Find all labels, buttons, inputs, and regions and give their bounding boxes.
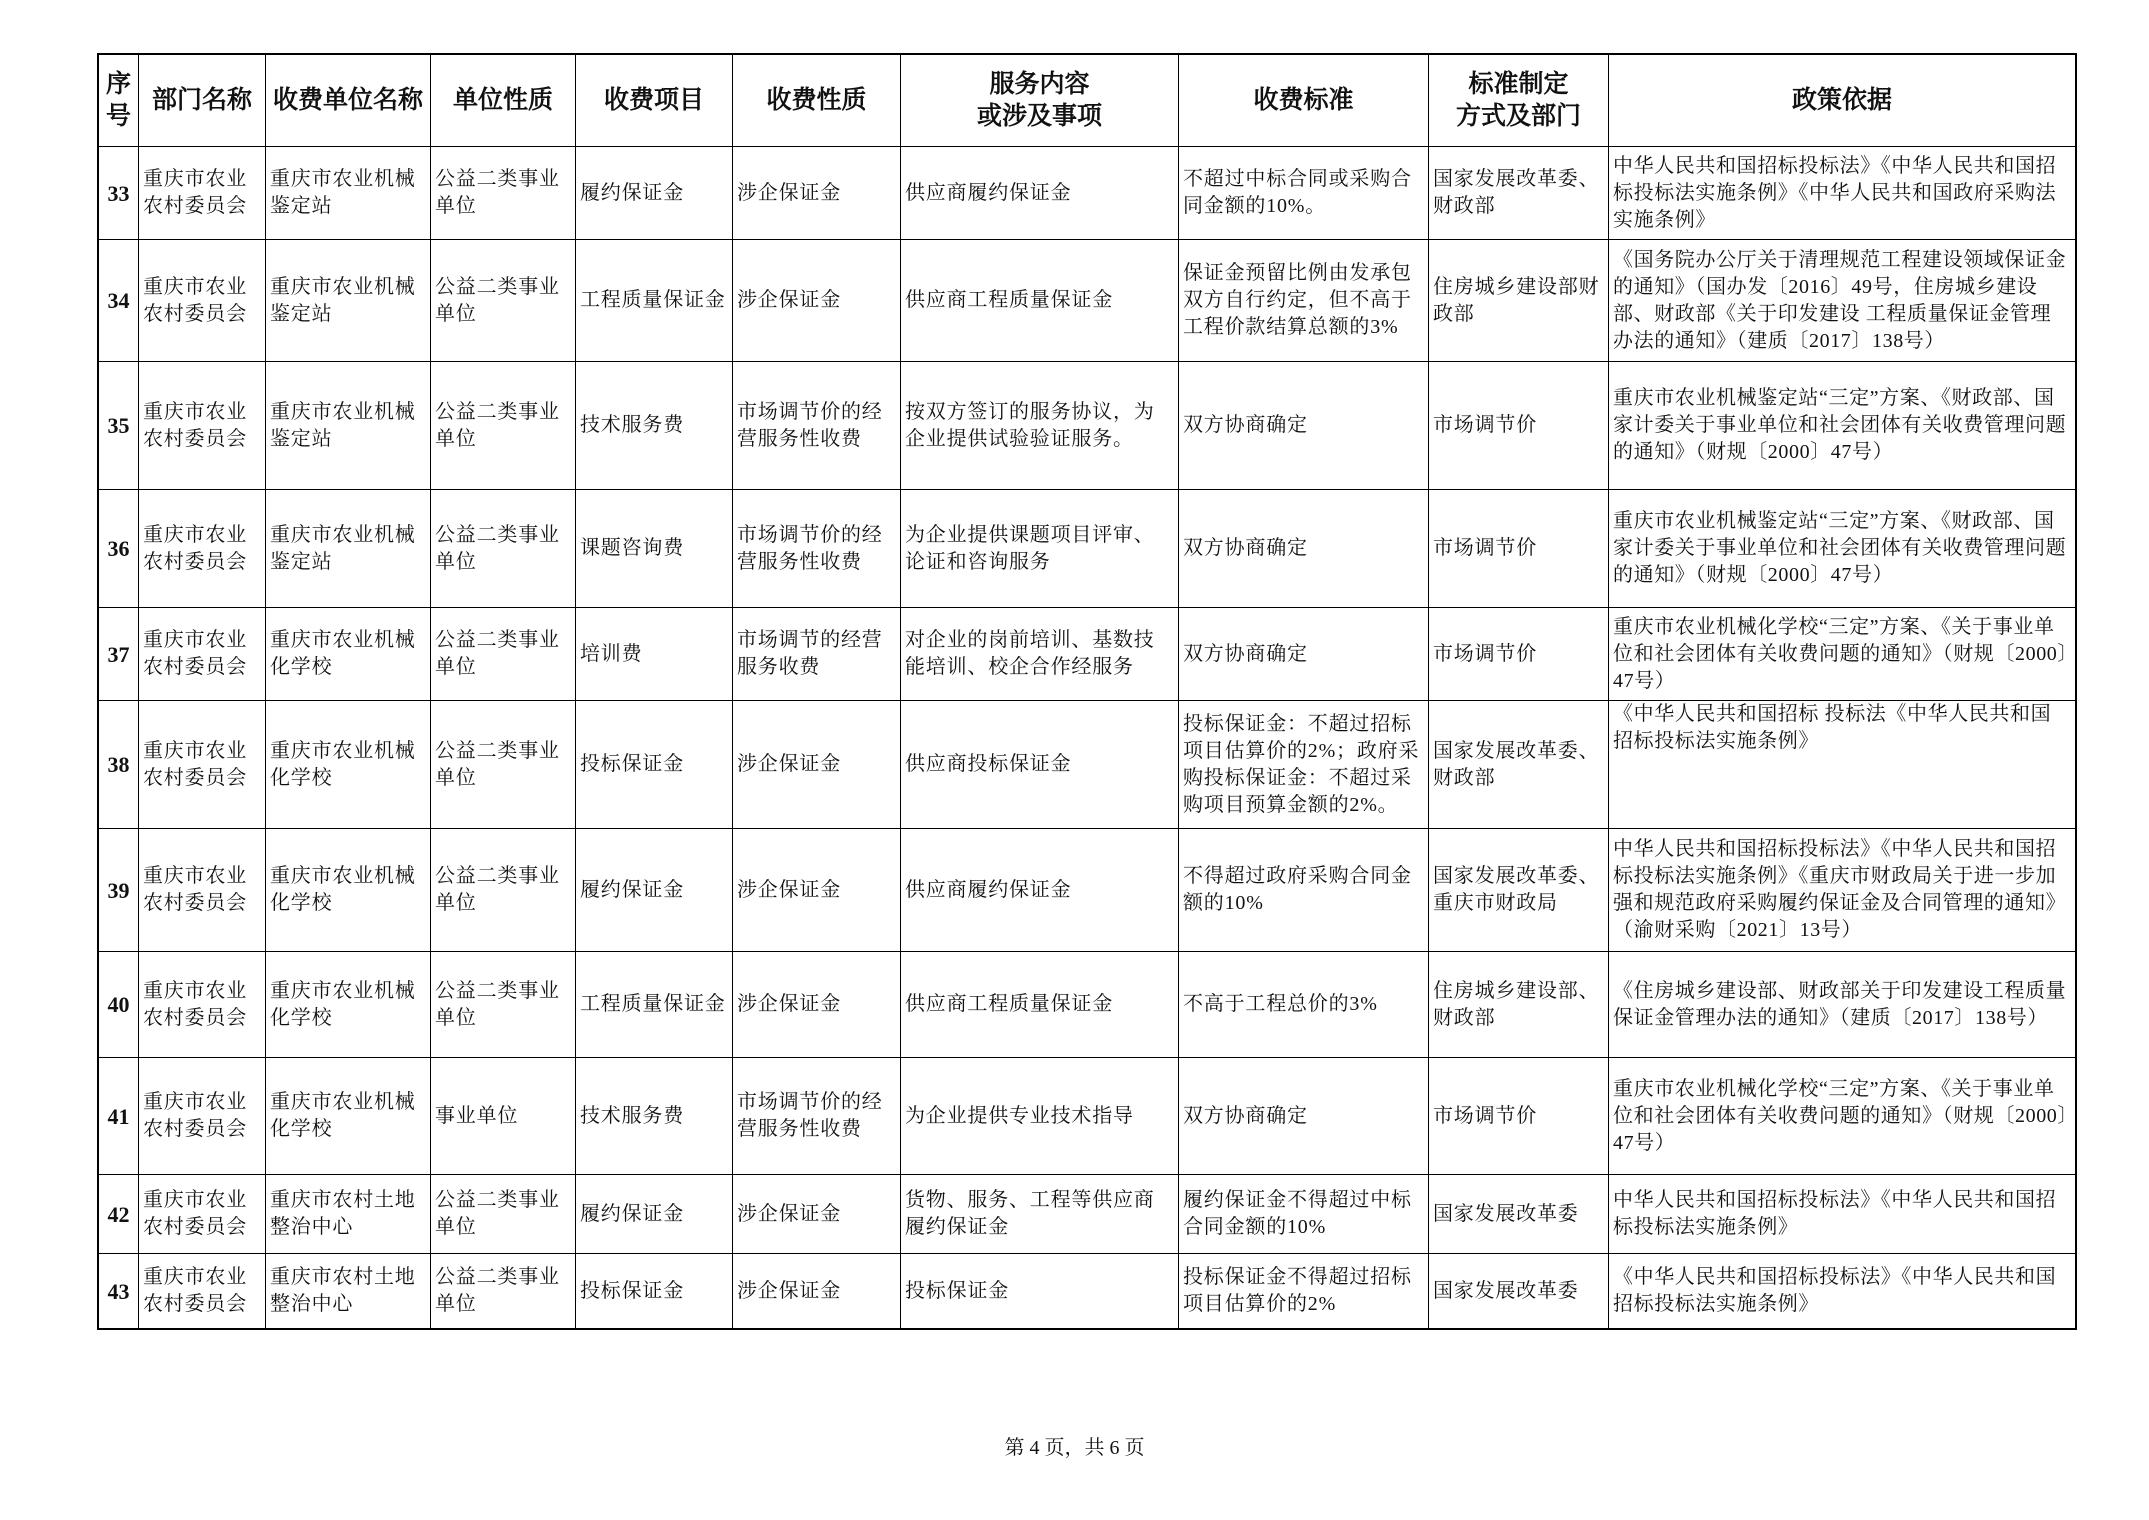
service-content-cell [901, 1175, 1179, 1254]
standard-maker-cell [1429, 362, 1609, 490]
policy-basis-cell [1609, 1254, 2075, 1328]
column-header-label: 服务内容 或涉及事项 [976, 70, 1102, 130]
column-header-fee-nature [733, 55, 901, 147]
fee-nature-cell [733, 829, 901, 952]
unit-nature-cell [431, 362, 576, 490]
department-name: 重庆市农业农村委员会 [143, 400, 247, 450]
row-number-cell [99, 1175, 139, 1254]
service-content: 货物、服务、工程等供应商履约保证金 [905, 1189, 1155, 1238]
fee-table [97, 53, 2077, 1330]
service-content: 供应商工程质量保证金 [905, 993, 1113, 1015]
department-name: 重庆市农业农村委员会 [143, 275, 247, 325]
fee-nature-cell [733, 952, 901, 1058]
service-content-cell [901, 1058, 1179, 1175]
policy-basis: 中华人民共和国招标投标法》《中华人民共和国招标投标法实施条例》《中华人民共和国政府采购法实施条例》 [1613, 154, 2057, 231]
department-name-cell [139, 701, 266, 829]
department-name: 重庆市农业农村委员会 [143, 523, 247, 573]
row-number: 40 [107, 992, 130, 1017]
fee-unit-name-cell [266, 147, 431, 240]
service-content-cell [901, 240, 1179, 362]
policy-basis: 《住房城乡建设部、财政部关于印发建设工程质量保证金管理办法的通知》（建质〔2017〕138号） [1613, 979, 2067, 1029]
standard-maker: 国家发展改革委、财政部 [1433, 168, 1600, 217]
service-content-cell [901, 362, 1179, 490]
row-number-cell [99, 240, 139, 362]
fee-unit-name: 重庆市农业机械鉴定站 [270, 400, 416, 450]
standard-maker: 市场调节价 [1433, 414, 1537, 436]
fee-standard: 履约保证金不得超过中标合同金额的10% [1183, 1189, 1412, 1238]
fee-item-cell [576, 1058, 733, 1175]
fee-item: 履约保证金 [580, 878, 684, 901]
unit-nature: 公益二类事业单位 [435, 739, 560, 789]
department-name: 重庆市农业农村委员会 [143, 1091, 247, 1140]
fee-nature: 涉企保证金 [737, 993, 841, 1015]
fee-unit-name: 重庆市农村土地整治中心 [270, 1266, 416, 1315]
department-name-cell [139, 829, 266, 952]
unit-nature: 公益二类事业单位 [435, 1189, 560, 1238]
department-name-cell [139, 952, 266, 1058]
fee-item-cell [576, 1254, 733, 1328]
standard-maker-cell [1429, 1058, 1609, 1175]
policy-basis-cell [1609, 490, 2075, 608]
service-content: 对企业的岗前培训、基数技能培训、校企合作经服务 [905, 629, 1155, 678]
fee-standard-cell [1179, 701, 1429, 829]
row-number-cell [99, 147, 139, 240]
policy-basis-cell [1609, 701, 2075, 829]
service-content: 为企业提供专业技术指导 [905, 1104, 1134, 1127]
row-number: 36 [107, 536, 130, 561]
fee-unit-name: 重庆市农业机械化学校 [270, 979, 416, 1029]
fee-item-cell [576, 1175, 733, 1254]
standard-maker-cell [1429, 829, 1609, 952]
column-header-no [99, 55, 139, 147]
fee-item: 履约保证金 [580, 1202, 684, 1225]
unit-nature: 公益二类事业单位 [435, 400, 560, 450]
fee-nature: 涉企保证金 [737, 878, 841, 901]
department-name-cell [139, 147, 266, 240]
standard-maker: 市场调节价 [1433, 1104, 1537, 1127]
fee-standard: 保证金预留比例由发承包双方自行约定，但不高于工程价款结算总额的3% [1183, 262, 1412, 338]
row-number-cell [99, 1254, 139, 1328]
standard-maker: 市场调节价 [1433, 642, 1537, 665]
fee-nature-cell [733, 147, 901, 240]
fee-item-cell [576, 829, 733, 952]
fee-item: 技术服务费 [580, 414, 684, 436]
department-name: 重庆市农业农村委员会 [143, 979, 247, 1029]
column-header-service [901, 55, 1179, 147]
fee-unit-name: 重庆市农业机械化学校 [270, 629, 416, 678]
unit-nature-cell [431, 1058, 576, 1175]
fee-unit-name-cell [266, 1058, 431, 1175]
policy-basis-cell [1609, 952, 2075, 1058]
standard-maker-cell [1429, 701, 1609, 829]
policy-basis: 《国务院办公厅关于清理规范工程建设领域保证金的通知》（国办发〔2016〕49号，住房城乡建设部、财政部《关于印发建设 工程质量保证金管理办法的通知》（建质〔2017〕138号） [1613, 248, 2067, 352]
fee-unit-name-cell [266, 490, 431, 608]
department-name-cell [139, 1254, 266, 1328]
fee-standard-cell [1179, 608, 1429, 701]
fee-standard-cell [1179, 952, 1429, 1058]
fee-unit-name: 重庆市农业机械鉴定站 [270, 168, 416, 217]
service-content-cell [901, 829, 1179, 952]
fee-item-cell [576, 701, 733, 829]
row-number-cell [99, 608, 139, 701]
unit-nature: 公益二类事业单位 [435, 275, 560, 325]
unit-nature-cell [431, 952, 576, 1058]
fee-item-cell [576, 490, 733, 608]
column-header-label: 收费标准 [1253, 86, 1354, 114]
fee-standard: 双方协商确定 [1183, 537, 1308, 559]
column-header-label: 收费项目 [603, 86, 704, 114]
fee-nature-cell [733, 1254, 901, 1328]
column-header-policy-basis [1609, 55, 2075, 147]
fee-standard-cell [1179, 490, 1429, 608]
policy-basis: 《中华人民共和国招标投标法》《中华人民共和国招标投标法实施条例》 [1613, 1266, 2057, 1315]
column-header-fee-standard [1179, 55, 1429, 147]
standard-maker: 住房城乡建设部、财政部 [1433, 979, 1600, 1029]
fee-unit-name-cell [266, 1175, 431, 1254]
standard-maker: 国家发展改革委 [1433, 1279, 1579, 1302]
fee-standard: 投标保证金不得超过招标项目估算价的2% [1183, 1266, 1412, 1315]
policy-basis-cell [1609, 608, 2075, 701]
fee-nature-cell [733, 240, 901, 362]
standard-maker: 国家发展改革委、财政部 [1433, 739, 1600, 789]
column-header-label: 单位性质 [452, 86, 553, 114]
fee-item: 投标保证金 [580, 1279, 684, 1302]
fee-standard: 不得超过政府采购合同金额的10% [1183, 865, 1412, 914]
policy-basis-cell [1609, 829, 2075, 952]
fee-unit-name: 重庆市农村土地整治中心 [270, 1189, 416, 1238]
fee-unit-name-cell [266, 829, 431, 952]
fee-nature: 市场调节价的经营服务性收费 [737, 1091, 883, 1140]
column-header-standard-maker [1429, 55, 1609, 147]
row-number-cell [99, 1058, 139, 1175]
column-header-label: 部门名称 [151, 86, 252, 114]
unit-nature-cell [431, 147, 576, 240]
service-content-cell [901, 1254, 1179, 1328]
page-number: 第 4 页，共 6 页 [1004, 1437, 1145, 1459]
fee-nature-cell [733, 701, 901, 829]
department-name: 重庆市农业农村委员会 [143, 739, 247, 789]
standard-maker-cell [1429, 147, 1609, 240]
standard-maker: 市场调节价 [1433, 537, 1537, 559]
policy-basis: 中华人民共和国招标投标法》《中华人民共和国招标投标法实施条例》《重庆市财政局关于进一步加强和规范政府采购履约保证金及合同管理的通知》（渝财采购〔2021〕13号） [1613, 838, 2067, 941]
department-name-cell [139, 240, 266, 362]
fee-nature-cell [733, 362, 901, 490]
fee-standard: 双方协商确定 [1183, 642, 1308, 665]
column-header-label: 收费单位名称 [272, 86, 423, 114]
row-number-cell [99, 952, 139, 1058]
unit-nature-cell [431, 490, 576, 608]
department-name-cell [139, 490, 266, 608]
fee-nature-cell [733, 490, 901, 608]
fee-standard: 双方协商确定 [1183, 1104, 1308, 1127]
fee-unit-name: 重庆市农业机械鉴定站 [270, 523, 416, 573]
department-name-cell [139, 1058, 266, 1175]
fee-standard-cell [1179, 829, 1429, 952]
unit-nature: 公益二类事业单位 [435, 979, 560, 1029]
fee-nature: 市场调节价的经营服务性收费 [737, 523, 883, 573]
service-content-cell [901, 490, 1179, 608]
column-header-label: 政策依据 [1791, 86, 1892, 114]
department-name-cell [139, 362, 266, 490]
policy-basis: 重庆市农业机械化学校“三定”方案、《关于事业单位和社会团体有关收费问题的通知》（财规〔2000〕47号） [1613, 1077, 2068, 1154]
standard-maker-cell [1429, 1254, 1609, 1328]
unit-nature-cell [431, 701, 576, 829]
fee-standard-cell [1179, 1254, 1429, 1328]
service-content-cell [901, 608, 1179, 701]
department-name-cell [139, 608, 266, 701]
column-header-label: 序号 [105, 70, 131, 130]
fee-unit-name: 重庆市农业机械化学校 [270, 1091, 416, 1140]
fee-nature-cell [733, 1058, 901, 1175]
service-content-cell [901, 952, 1179, 1058]
unit-nature-cell [431, 608, 576, 701]
unit-nature: 公益二类事业单位 [435, 629, 560, 678]
department-name: 重庆市农业农村委员会 [143, 865, 247, 914]
fee-item: 技术服务费 [580, 1104, 684, 1127]
standard-maker-cell [1429, 608, 1609, 701]
service-content: 按双方签订的服务协议，为企业提供试验验证服务。 [905, 400, 1155, 450]
policy-basis-cell [1609, 362, 2075, 490]
fee-item-cell [576, 952, 733, 1058]
standard-maker: 国家发展改革委 [1433, 1202, 1579, 1225]
unit-nature: 公益二类事业单位 [435, 865, 560, 914]
row-number-cell [99, 490, 139, 608]
service-content: 投标保证金 [905, 1279, 1009, 1302]
fee-item: 投标保证金 [580, 753, 684, 775]
row-number-cell [99, 701, 139, 829]
column-header-label: 收费性质 [766, 86, 867, 114]
fee-unit-name-cell [266, 1254, 431, 1328]
fee-item: 培训费 [580, 642, 643, 665]
unit-nature: 公益二类事业单位 [435, 168, 560, 217]
row-number: 39 [107, 877, 130, 903]
department-name: 重庆市农业农村委员会 [143, 629, 247, 678]
fee-nature: 涉企保证金 [737, 289, 841, 311]
policy-basis: 重庆市农业机械鉴定站“三定”方案、《财政部、国家计委关于事业单位和社会团体有关收费管理问题的通知》（财规〔2000〕47号） [1613, 510, 2067, 586]
policy-basis-cell [1609, 147, 2075, 240]
unit-nature: 公益二类事业单位 [435, 1266, 560, 1315]
service-content: 为企业提供课题项目评审、论证和咨询服务 [905, 523, 1155, 573]
fee-unit-name-cell [266, 362, 431, 490]
row-number: 42 [107, 1201, 130, 1227]
fee-standard: 不超过中标合同或采购合同金额的10%。 [1183, 168, 1412, 217]
fee-nature-cell [733, 608, 901, 701]
policy-basis-cell [1609, 1058, 2075, 1175]
department-name: 重庆市农业农村委员会 [143, 1266, 247, 1315]
standard-maker-cell [1429, 490, 1609, 608]
fee-standard-cell [1179, 1175, 1429, 1254]
fee-item: 工程质量保证金 [580, 289, 726, 311]
fee-nature: 市场调节的经营服务收费 [737, 629, 883, 678]
department-name: 重庆市农业农村委员会 [143, 168, 247, 217]
service-content-cell [901, 701, 1179, 829]
standard-maker-cell [1429, 240, 1609, 362]
fee-unit-name-cell [266, 240, 431, 362]
policy-basis: 《中华人民共和国招标 投标法《中华人民共和国招标投标法实施条例》 [1613, 703, 2052, 752]
row-number-cell [99, 362, 139, 490]
fee-item-cell [576, 362, 733, 490]
column-header-fee-unit [266, 55, 431, 147]
fee-nature-cell [733, 1175, 901, 1254]
row-number: 38 [107, 752, 130, 777]
fee-nature: 涉企保证金 [737, 1202, 841, 1225]
fee-item: 履约保证金 [580, 181, 684, 204]
fee-unit-name-cell [266, 608, 431, 701]
fee-unit-name-cell [266, 701, 431, 829]
fee-unit-name-cell [266, 952, 431, 1058]
service-content: 供应商履约保证金 [905, 878, 1072, 901]
fee-unit-name: 重庆市农业机械化学校 [270, 865, 416, 914]
unit-nature-cell [431, 240, 576, 362]
fee-nature: 涉企保证金 [737, 1279, 841, 1302]
policy-basis: 中华人民共和国招标投标法》《中华人民共和国招标投标法实施条例》 [1613, 1189, 2057, 1238]
fee-standard: 投标保证金：不超过招标项目估算价的2%；政府采购投标保证金：不超过采购项目预算金额的2%。 [1183, 712, 1420, 816]
unit-nature-cell [431, 829, 576, 952]
standard-maker: 国家发展改革委、重庆市财政局 [1433, 865, 1600, 914]
policy-basis-cell [1609, 1175, 2075, 1254]
service-content: 供应商履约保证金 [905, 181, 1072, 204]
unit-nature-cell [431, 1254, 576, 1328]
fee-standard: 不高于工程总价的3% [1183, 993, 1378, 1015]
service-content: 供应商投标保证金 [905, 753, 1072, 775]
fee-item-cell [576, 240, 733, 362]
fee-nature: 涉企保证金 [737, 753, 841, 775]
policy-basis-cell [1609, 240, 2075, 362]
unit-nature: 事业单位 [435, 1104, 519, 1127]
row-number: 33 [107, 180, 130, 206]
row-number: 35 [107, 413, 130, 438]
fee-nature: 市场调节价的经营服务性收费 [737, 400, 883, 450]
service-content: 供应商工程质量保证金 [905, 289, 1113, 311]
fee-standard-cell [1179, 1058, 1429, 1175]
department-name-cell [139, 1175, 266, 1254]
unit-nature: 公益二类事业单位 [435, 523, 560, 573]
fee-standard-cell [1179, 362, 1429, 490]
row-number: 43 [107, 1278, 130, 1304]
policy-basis: 重庆市农业机械鉴定站“三定”方案、《财政部、国家计委关于事业单位和社会团体有关收费管理问题的通知》（财规〔2000〕47号） [1613, 387, 2067, 463]
fee-standard-cell [1179, 147, 1429, 240]
standard-maker: 住房城乡建设部财政部 [1433, 275, 1600, 325]
standard-maker-cell [1429, 952, 1609, 1058]
fee-item: 课题咨询费 [580, 537, 684, 559]
fee-unit-name: 重庆市农业机械鉴定站 [270, 275, 416, 325]
unit-nature-cell [431, 1175, 576, 1254]
row-number: 41 [107, 1103, 130, 1129]
service-content-cell [901, 147, 1179, 240]
column-header-department [139, 55, 266, 147]
department-name: 重庆市农业农村委员会 [143, 1189, 247, 1238]
policy-basis: 重庆市农业机械化学校“三定”方案、《关于事业单位和社会团体有关收费问题的通知》（财规〔2000〕47号） [1613, 615, 2068, 692]
fee-standard: 双方协商确定 [1183, 414, 1308, 436]
fee-unit-name: 重庆市农业机械化学校 [270, 739, 416, 789]
column-header-label: 标准制定 方式及部门 [1455, 70, 1581, 130]
row-number-cell [99, 829, 139, 952]
row-number: 34 [107, 288, 130, 313]
row-number: 37 [107, 641, 130, 667]
fee-item-cell [576, 608, 733, 701]
standard-maker-cell [1429, 1175, 1609, 1254]
fee-nature: 涉企保证金 [737, 181, 841, 204]
column-header-fee-item [576, 55, 733, 147]
fee-standard-cell [1179, 240, 1429, 362]
column-header-unit-nature [431, 55, 576, 147]
fee-item: 工程质量保证金 [580, 993, 726, 1015]
fee-item-cell [576, 147, 733, 240]
